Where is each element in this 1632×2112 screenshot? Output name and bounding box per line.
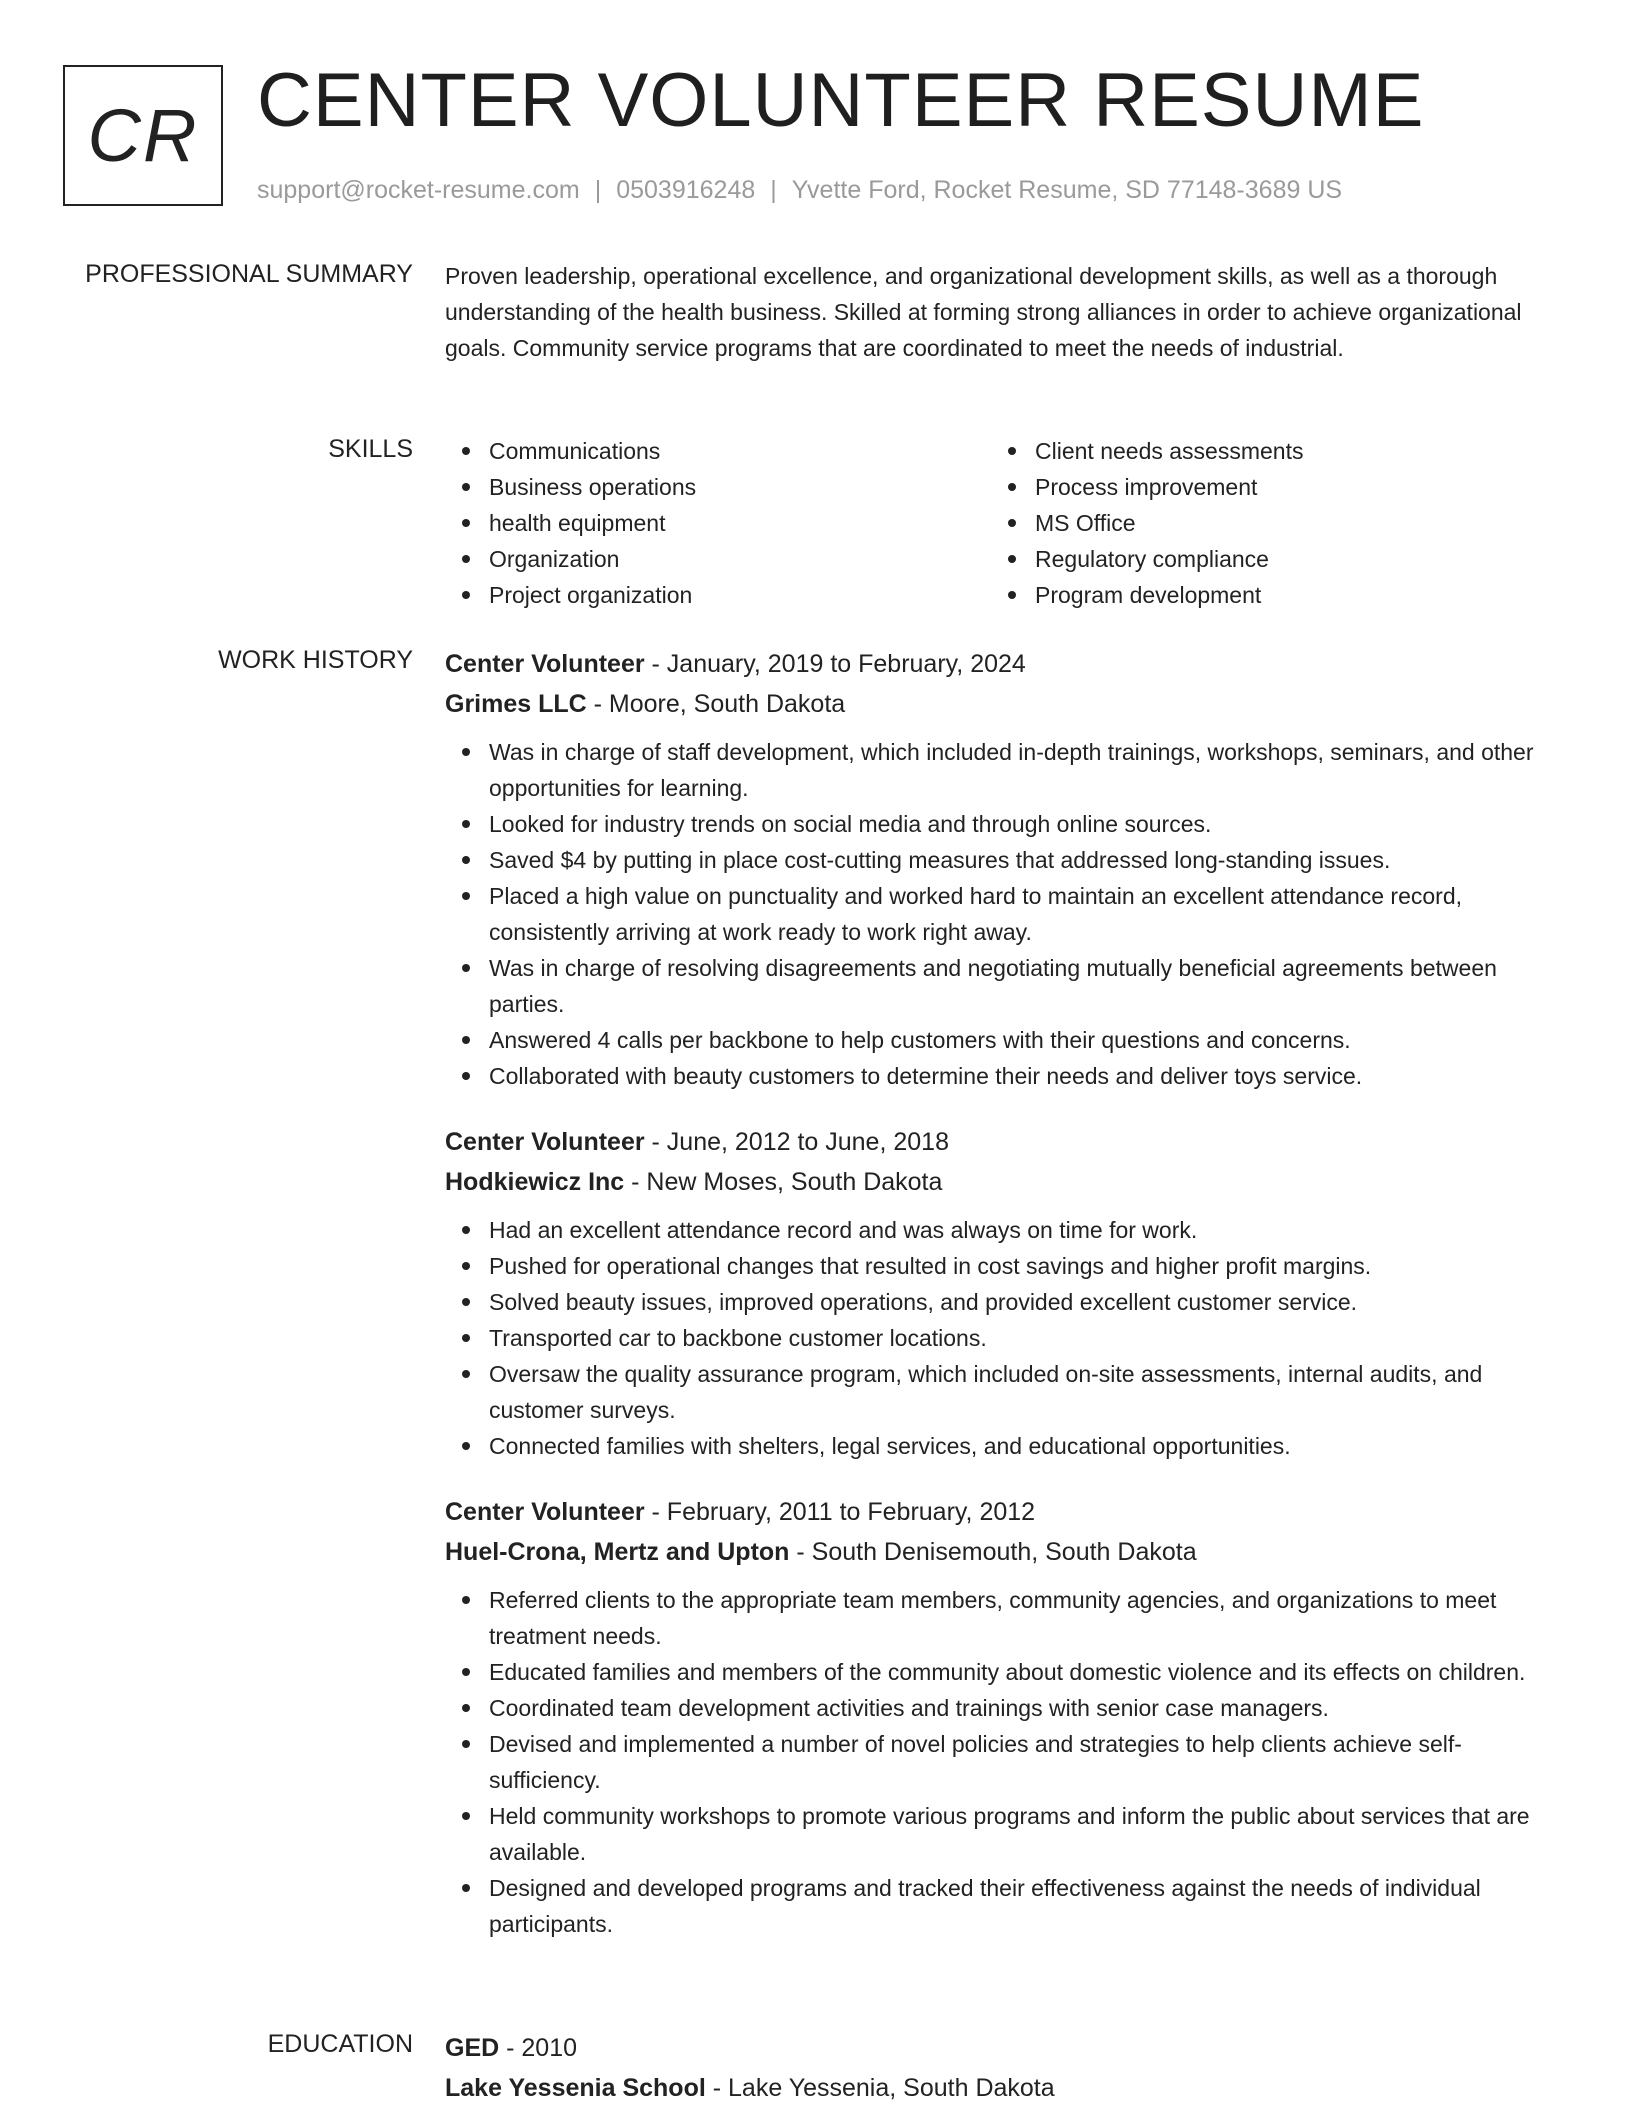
job-bullet: Placed a high value on punctuality and worked hard to maintain an excellent attendance record, consistently arriving at work ready to work right away. bbox=[445, 878, 1555, 950]
section-label: SKILLS bbox=[328, 435, 413, 463]
job-bullet: Pushed for operational changes that resulted in cost savings and higher profit margins. bbox=[445, 1248, 1555, 1284]
skills-list-container bbox=[445, 433, 1555, 613]
job-title: Center Volunteer bbox=[445, 650, 645, 678]
job-bullet: Devised and implemented a number of novel policies and strategies to help clients achieve self-sufficiency. bbox=[445, 1726, 1555, 1798]
job-title-line bbox=[445, 1122, 1555, 1162]
job-bullet: Had an excellent attendance record and was always on time for work. bbox=[445, 1212, 1555, 1248]
job-entry bbox=[445, 644, 1555, 1094]
resume-title: CENTER VOLUNTEER RESUME bbox=[257, 58, 1425, 143]
skill-item: Client needs assessments bbox=[991, 433, 1537, 469]
contact-separator: | bbox=[594, 176, 602, 204]
education-school: Lake Yessenia School bbox=[445, 2074, 706, 2102]
job-bullet: Looked for industry trends on social media and through online sources. bbox=[445, 806, 1555, 842]
education-degree: GED bbox=[445, 2034, 500, 2062]
job-location: - South Denisemouth, South Dakota bbox=[789, 1538, 1197, 1566]
job-bullets bbox=[445, 1212, 1555, 1464]
job-location: - Moore, South Dakota bbox=[586, 690, 846, 718]
job-bullet: Collaborated with beauty customers to determine their needs and deliver toys service. bbox=[445, 1058, 1555, 1094]
job-bullet: Solved beauty issues, improved operations, and provided excellent customer service. bbox=[445, 1284, 1555, 1320]
contact-line bbox=[257, 174, 1342, 206]
skill-item: Communications bbox=[445, 433, 991, 469]
job-bullet: Transported car to backbone customer locations. bbox=[445, 1320, 1555, 1356]
job-dates: - June, 2012 to June, 2018 bbox=[644, 1128, 949, 1156]
education-location: - Lake Yessenia, South Dakota bbox=[705, 2074, 1055, 2102]
job-dates: - February, 2011 to February, 2012 bbox=[644, 1498, 1036, 1526]
skill-item: Regulatory compliance bbox=[991, 541, 1537, 577]
job-bullet: Designed and developed programs and tracked their effectiveness against the needs of individual participants. bbox=[445, 1870, 1555, 1942]
job-bullet: Coordinated team development activities and trainings with senior case managers. bbox=[445, 1690, 1555, 1726]
job-location: - New Moses, South Dakota bbox=[624, 1168, 943, 1196]
skill-item: Process improvement bbox=[991, 469, 1537, 505]
job-dates: - January, 2019 to February, 2024 bbox=[644, 650, 1026, 678]
contact-email[interactable]: support@rocket-resume.com bbox=[257, 176, 580, 204]
skills-list bbox=[445, 433, 1555, 613]
contact-phone[interactable]: 0503916248 bbox=[616, 176, 756, 204]
monogram-logo: CR bbox=[63, 65, 223, 206]
job-bullet: Was in charge of resolving disagreements and negotiating mutually beneficial agreements between parties. bbox=[445, 950, 1555, 1022]
job-bullet: Saved $4 by putting in place cost-cutting measures that addressed long-standing issues. bbox=[445, 842, 1555, 878]
summary-text: Proven leadership, operational excellence, and organizational development skills, as well as a thorough understanding of the health business. Skilled at forming strong alliances in order to achieve organizational goals. Community service programs that are coordinated to meet the needs of industrial. bbox=[445, 263, 1522, 361]
job-bullet: Was in charge of staff development, which included in-depth trainings, workshops, seminars, and other opportunities for learning. bbox=[445, 734, 1555, 806]
job-company-line bbox=[445, 1162, 1555, 1202]
job-entry bbox=[445, 1492, 1555, 1942]
job-bullet: Connected families with shelters, legal services, and educational opportunities. bbox=[445, 1428, 1555, 1464]
section-label: PROFESSIONAL SUMMARY bbox=[85, 260, 413, 288]
job-company: Grimes LLC bbox=[445, 690, 587, 718]
job-company-line bbox=[445, 684, 1555, 724]
job-title: Center Volunteer bbox=[445, 1498, 645, 1526]
job-company: Hodkiewicz Inc bbox=[445, 1168, 625, 1196]
job-bullet: Answered 4 calls per backbone to help customers with their questions and concerns. bbox=[445, 1022, 1555, 1058]
job-title: Center Volunteer bbox=[445, 1128, 645, 1156]
job-entry bbox=[445, 1122, 1555, 1464]
work-history-list bbox=[445, 644, 1555, 1970]
education-school-line bbox=[445, 2068, 1555, 2108]
section-label: EDUCATION bbox=[267, 2030, 413, 2058]
job-bullet: Referred clients to the appropriate team members, community agencies, and organizations to meet treatment needs. bbox=[445, 1582, 1555, 1654]
job-bullet: Oversaw the quality assurance program, which included on-site assessments, internal audits, and customer surveys. bbox=[445, 1356, 1555, 1428]
job-title-line bbox=[445, 1492, 1555, 1532]
contact-address: Yvette Ford, Rocket Resume, SD 77148-3689 US bbox=[791, 176, 1343, 204]
job-bullets bbox=[445, 1582, 1555, 1942]
section-label: WORK HISTORY bbox=[218, 646, 413, 674]
education-year: - 2010 bbox=[499, 2034, 578, 2062]
education-degree-line bbox=[445, 2028, 1555, 2068]
skill-item: Program development bbox=[991, 577, 1537, 613]
education-entry bbox=[445, 2028, 1555, 2108]
job-company: Huel-Crona, Mertz and Upton bbox=[445, 1538, 790, 1566]
job-bullets bbox=[445, 734, 1555, 1094]
contact-separator: | bbox=[770, 176, 777, 204]
skill-item: Business operations bbox=[445, 469, 991, 505]
job-company-line bbox=[445, 1532, 1555, 1572]
skill-item: MS Office bbox=[991, 505, 1537, 541]
skill-item: health equipment bbox=[445, 505, 991, 541]
job-bullet: Held community workshops to promote various programs and inform the public about services that are available. bbox=[445, 1798, 1555, 1870]
job-bullet: Educated families and members of the community about domestic violence and its effects on children. bbox=[445, 1654, 1555, 1690]
skill-item: Project organization bbox=[445, 577, 991, 613]
job-title-line bbox=[445, 644, 1555, 684]
skill-item: Organization bbox=[445, 541, 991, 577]
